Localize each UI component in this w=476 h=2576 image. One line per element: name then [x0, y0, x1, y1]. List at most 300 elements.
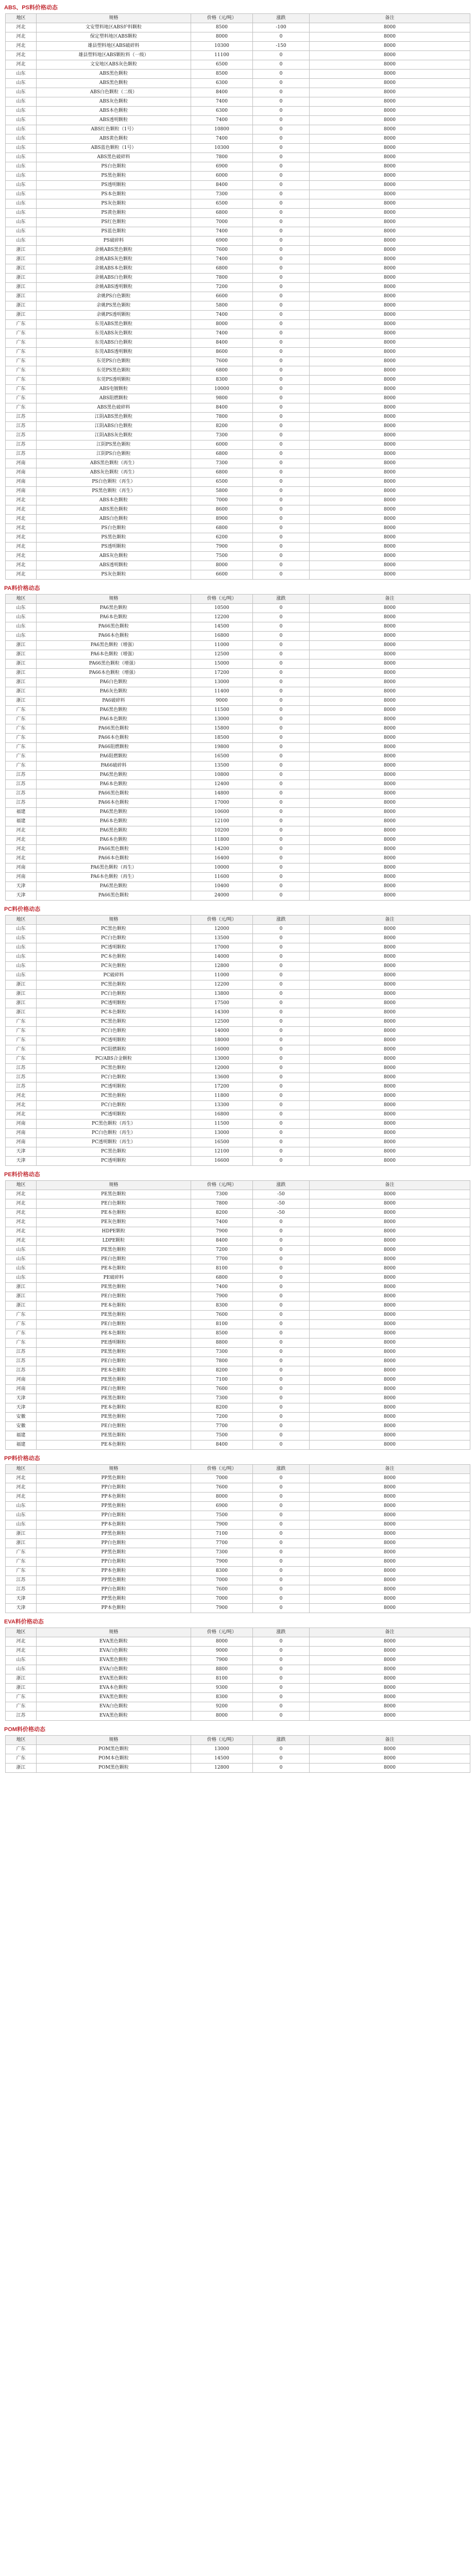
- region-cell: 山东: [6, 107, 37, 116]
- change-cell: 0: [253, 1064, 310, 1073]
- column-header: 地区: [6, 595, 37, 604]
- change-cell: 0: [253, 1129, 310, 1138]
- product-cell: PA66本色颗粒: [37, 632, 191, 641]
- table-row: [6, 1064, 470, 1073]
- change-cell: 0: [253, 799, 310, 808]
- change-cell: 0: [253, 88, 310, 97]
- note-cell: 8000: [310, 227, 470, 236]
- note-cell: 8000: [310, 1045, 470, 1055]
- region-cell: 河北: [6, 543, 37, 552]
- note-cell: 8000: [310, 780, 470, 789]
- region-cell: 山东: [6, 125, 37, 134]
- note-cell: 8000: [310, 854, 470, 863]
- price-cell: 9800: [191, 394, 253, 403]
- region-cell: 广东: [6, 743, 37, 752]
- change-cell: 0: [253, 715, 310, 724]
- note-cell: 8000: [310, 70, 470, 79]
- price-cell: 7200: [191, 283, 253, 292]
- product-cell: ABS本色颗粒: [37, 107, 191, 116]
- note-cell: 8000: [310, 1595, 470, 1604]
- product-cell: PP白色颗粒: [37, 1585, 191, 1595]
- note-cell: 8000: [310, 1264, 470, 1274]
- product-cell: PA6破碎料: [37, 697, 191, 706]
- region-cell: 山东: [6, 218, 37, 227]
- change-cell: 0: [253, 1585, 310, 1595]
- product-cell: PS黑色颗粒: [37, 172, 191, 181]
- note-cell: 8000: [310, 669, 470, 678]
- table-row: [6, 1502, 470, 1511]
- region-cell: 浙江: [6, 999, 37, 1008]
- change-cell: 0: [253, 780, 310, 789]
- region-cell: 天津: [6, 1157, 37, 1166]
- table-row: [6, 134, 470, 144]
- note-cell: 8000: [310, 1301, 470, 1311]
- price-cell: 8800: [191, 1665, 253, 1674]
- table-row: [6, 153, 470, 162]
- region-cell: 河北: [6, 1218, 37, 1227]
- table-row: [6, 1711, 470, 1721]
- note-cell: 8000: [310, 311, 470, 320]
- note-cell: 8000: [310, 1745, 470, 1754]
- product-cell: PP白色颗粒: [37, 1557, 191, 1567]
- price-cell: 11100: [191, 51, 253, 60]
- price-cell: 8600: [191, 348, 253, 357]
- price-cell: 11000: [191, 971, 253, 980]
- note-cell: 8000: [310, 1702, 470, 1711]
- product-cell: EVA白色颗粒: [37, 1647, 191, 1656]
- product-cell: PC白色颗粒: [37, 990, 191, 999]
- price-cell: 6800: [191, 366, 253, 376]
- product-cell: PC黑色颗粒（再生）: [37, 1120, 191, 1129]
- change-cell: 0: [253, 1018, 310, 1027]
- change-cell: 0: [253, 1236, 310, 1246]
- change-cell: -50: [253, 1209, 310, 1218]
- change-cell: 0: [253, 134, 310, 144]
- price-cell: 7400: [191, 227, 253, 236]
- note-cell: 8000: [310, 301, 470, 311]
- product-cell: PA6黑色颗粒（增强）: [37, 641, 191, 650]
- price-cell: 7700: [191, 1539, 253, 1548]
- region-cell: 山东: [6, 199, 37, 209]
- table-row: [6, 116, 470, 125]
- product-cell: PA6灰色颗粒: [37, 687, 191, 697]
- product-cell: PS破碎料: [37, 236, 191, 246]
- change-cell: 0: [253, 311, 310, 320]
- product-cell: ABS灰色颗粒: [37, 552, 191, 561]
- note-cell: 8000: [310, 1218, 470, 1227]
- product-cell: PE黑色颗粒: [37, 1394, 191, 1403]
- region-cell: 河北: [6, 845, 37, 854]
- column-header: 备注: [310, 1736, 470, 1745]
- region-cell: 河北: [6, 561, 37, 570]
- change-cell: 0: [253, 1264, 310, 1274]
- change-cell: 0: [253, 622, 310, 632]
- table-row: [6, 51, 470, 60]
- change-cell: -150: [253, 42, 310, 51]
- note-cell: 8000: [310, 934, 470, 943]
- change-cell: 0: [253, 873, 310, 882]
- change-cell: 0: [253, 162, 310, 172]
- product-cell: PC黑色颗粒: [37, 980, 191, 990]
- note-cell: 8000: [310, 836, 470, 845]
- price-cell: 8200: [191, 1366, 253, 1376]
- change-cell: 0: [253, 771, 310, 780]
- table-row: [6, 1376, 470, 1385]
- table-row: [6, 450, 470, 459]
- region-cell: 河南: [6, 1376, 37, 1385]
- price-cell: 11800: [191, 836, 253, 845]
- note-cell: 8000: [310, 1385, 470, 1394]
- region-cell: 河北: [6, 1483, 37, 1493]
- price-cell: 7600: [191, 1311, 253, 1320]
- price-cell: 7900: [191, 1656, 253, 1665]
- region-cell: 广东: [6, 1567, 37, 1576]
- product-cell: PE本色颗粒: [37, 1301, 191, 1311]
- change-cell: 0: [253, 1311, 310, 1320]
- product-cell: ABS灰色颗粒: [37, 97, 191, 107]
- region-cell: 山东: [6, 1264, 37, 1274]
- region-cell: 河北: [6, 1190, 37, 1199]
- change-cell: 0: [253, 1764, 310, 1773]
- note-cell: 8000: [310, 697, 470, 706]
- product-cell: PA6本色颗粒: [37, 836, 191, 845]
- note-cell: 8000: [310, 1190, 470, 1199]
- change-cell: 0: [253, 97, 310, 107]
- table-row: [6, 659, 470, 669]
- product-cell: PS灰色颗粒: [37, 570, 191, 580]
- change-cell: 0: [253, 459, 310, 468]
- region-cell: 山东: [6, 172, 37, 181]
- price-cell: 8600: [191, 505, 253, 515]
- table-row: [6, 32, 470, 42]
- change-cell: 0: [253, 1092, 310, 1101]
- region-cell: 河北: [6, 1236, 37, 1246]
- change-cell: 0: [253, 650, 310, 659]
- price-cell: 18000: [191, 1036, 253, 1045]
- table-row: [6, 385, 470, 394]
- note-cell: 8000: [310, 990, 470, 999]
- region-cell: 广东: [6, 357, 37, 366]
- region-cell: 山东: [6, 88, 37, 97]
- change-cell: 0: [253, 1576, 310, 1585]
- table-row: [6, 1092, 470, 1101]
- note-cell: 8000: [310, 1209, 470, 1218]
- change-cell: 0: [253, 515, 310, 524]
- table-row: [6, 1702, 470, 1711]
- product-cell: PC透明颗粒（再生）: [37, 1138, 191, 1147]
- price-cell: 8400: [191, 403, 253, 413]
- section-title: POM料价格动态: [4, 1726, 46, 1733]
- product-cell: 东莞ABS灰色颗粒: [37, 329, 191, 338]
- note-cell: 8000: [310, 422, 470, 431]
- price-cell: 6600: [191, 570, 253, 580]
- price-table: [5, 1464, 470, 1613]
- table-row: [6, 125, 470, 134]
- region-cell: 河南: [6, 863, 37, 873]
- change-cell: 0: [253, 1493, 310, 1502]
- region-cell: 河北: [6, 1493, 37, 1502]
- note-cell: 8000: [310, 734, 470, 743]
- change-cell: 0: [253, 1283, 310, 1292]
- product-cell: ABS阻燃颗粒: [37, 394, 191, 403]
- change-cell: 0: [253, 854, 310, 863]
- change-cell: 0: [253, 1348, 310, 1357]
- note-cell: 8000: [310, 1357, 470, 1366]
- table-row: [6, 255, 470, 264]
- table-row: [6, 366, 470, 376]
- product-cell: PS黑色颗粒（再生）: [37, 487, 191, 496]
- change-cell: 0: [253, 891, 310, 901]
- price-cell: 8400: [191, 1236, 253, 1246]
- price-cell: 17200: [191, 669, 253, 678]
- price-cell: 7600: [191, 1385, 253, 1394]
- region-cell: 广东: [6, 385, 37, 394]
- region-cell: 山东: [6, 971, 37, 980]
- region-cell: 山东: [6, 190, 37, 199]
- price-cell: 6800: [191, 209, 253, 218]
- change-cell: 0: [253, 357, 310, 366]
- table-row: [6, 311, 470, 320]
- table-header-row: [6, 1736, 470, 1745]
- note-cell: 8000: [310, 650, 470, 659]
- price-cell: 8400: [191, 88, 253, 97]
- region-cell: 山东: [6, 613, 37, 622]
- price-cell: 8400: [191, 181, 253, 190]
- product-cell: PP黑色颗粒: [37, 1530, 191, 1539]
- product-cell: ABS白色颗粒: [37, 515, 191, 524]
- price-cell: 8100: [191, 1264, 253, 1274]
- product-cell: PE本色颗粒: [37, 1329, 191, 1338]
- column-header: 备注: [310, 916, 470, 925]
- change-cell: 0: [253, 561, 310, 570]
- region-cell: 浙江: [6, 283, 37, 292]
- price-cell: 18500: [191, 734, 253, 743]
- region-cell: 山东: [6, 604, 37, 613]
- product-cell: PE黑色颗粒: [37, 1376, 191, 1385]
- product-cell: 东莞PS透明颗粒: [37, 376, 191, 385]
- change-cell: 0: [253, 1082, 310, 1092]
- price-cell: 6000: [191, 440, 253, 450]
- note-cell: 8000: [310, 1557, 470, 1567]
- change-cell: 0: [253, 1431, 310, 1440]
- region-cell: 广东: [6, 752, 37, 761]
- product-cell: PA66本色颗粒: [37, 734, 191, 743]
- region-cell: 山东: [6, 209, 37, 218]
- region-cell: 江苏: [6, 1585, 37, 1595]
- change-cell: 0: [253, 882, 310, 891]
- note-cell: 8000: [310, 459, 470, 468]
- product-cell: PC透明颗粒: [37, 1082, 191, 1092]
- column-header: 备注: [310, 1465, 470, 1474]
- price-cell: 7400: [191, 1283, 253, 1292]
- section-title: PA料价格动态: [4, 585, 40, 591]
- table-header-row: [6, 916, 470, 925]
- region-cell: 浙江: [6, 1764, 37, 1773]
- change-cell: 0: [253, 51, 310, 60]
- price-cell: 15800: [191, 724, 253, 734]
- price-cell: 14800: [191, 789, 253, 799]
- table-row: [6, 1693, 470, 1702]
- change-cell: -50: [253, 1199, 310, 1209]
- product-cell: PP黑色颗粒: [37, 1502, 191, 1511]
- change-cell: -100: [253, 23, 310, 32]
- change-cell: 0: [253, 1246, 310, 1255]
- table-row: [6, 505, 470, 515]
- change-cell: 0: [253, 953, 310, 962]
- column-header: 规格: [37, 595, 191, 604]
- region-cell: 河南: [6, 468, 37, 478]
- region-cell: 河北: [6, 826, 37, 836]
- product-cell: 雄县塑料地区ABS破碎料: [37, 42, 191, 51]
- table-row: [6, 1036, 470, 1045]
- table-row: [6, 1754, 470, 1764]
- price-cell: 7300: [191, 1190, 253, 1199]
- change-cell: 0: [253, 543, 310, 552]
- product-cell: PE本色颗粒: [37, 1264, 191, 1274]
- note-cell: 8000: [310, 1754, 470, 1764]
- note-cell: 8000: [310, 1292, 470, 1301]
- note-cell: 8000: [310, 1147, 470, 1157]
- price-cell: 14000: [191, 953, 253, 962]
- region-cell: 浙江: [6, 1292, 37, 1301]
- price-cell: 6500: [191, 478, 253, 487]
- table-row: [6, 459, 470, 468]
- table-row: [6, 1199, 470, 1209]
- product-cell: PE白色颗粒: [37, 1320, 191, 1329]
- region-cell: 浙江: [6, 990, 37, 999]
- region-cell: 天津: [6, 891, 37, 901]
- region-cell: 广东: [6, 734, 37, 743]
- change-cell: 0: [253, 209, 310, 218]
- column-header: 价格（元/吨）: [191, 916, 253, 925]
- change-cell: 0: [253, 613, 310, 622]
- product-cell: PE本色颗粒: [37, 1366, 191, 1376]
- price-cell: 6600: [191, 292, 253, 301]
- note-cell: 8000: [310, 533, 470, 543]
- product-cell: POM黑色颗粒: [37, 1764, 191, 1773]
- price-cell: 19800: [191, 743, 253, 752]
- change-cell: 0: [253, 422, 310, 431]
- product-cell: ABS白色颗粒（二级）: [37, 88, 191, 97]
- note-cell: 8000: [310, 97, 470, 107]
- price-table: [5, 1628, 470, 1721]
- region-cell: 广东: [6, 724, 37, 734]
- note-cell: 8000: [310, 1101, 470, 1110]
- note-cell: 8000: [310, 622, 470, 632]
- price-cell: 6500: [191, 199, 253, 209]
- product-cell: PC破碎料: [37, 971, 191, 980]
- price-cell: 7400: [191, 116, 253, 125]
- note-cell: 8000: [310, 1431, 470, 1440]
- region-cell: 江苏: [6, 450, 37, 459]
- table-row: [6, 181, 470, 190]
- note-cell: 8000: [310, 1138, 470, 1147]
- change-cell: 0: [253, 1218, 310, 1227]
- note-cell: 8000: [310, 385, 470, 394]
- region-cell: 河北: [6, 570, 37, 580]
- price-cell: 7200: [191, 1413, 253, 1422]
- price-cell: 6800: [191, 450, 253, 459]
- change-cell: 0: [253, 431, 310, 440]
- product-cell: PA6黑色颗粒: [37, 706, 191, 715]
- change-cell: 0: [253, 1027, 310, 1036]
- region-cell: 山东: [6, 236, 37, 246]
- price-cell: 7900: [191, 1227, 253, 1236]
- note-cell: 8000: [310, 641, 470, 650]
- product-cell: ABS黑色颗粒（再生）: [37, 459, 191, 468]
- product-cell: PE黑色颗粒: [37, 1311, 191, 1320]
- region-cell: 广东: [6, 1027, 37, 1036]
- note-cell: 8000: [310, 1604, 470, 1613]
- change-cell: 0: [253, 144, 310, 153]
- product-cell: PA66本色颗粒: [37, 854, 191, 863]
- change-cell: 0: [253, 836, 310, 845]
- note-cell: 8000: [310, 604, 470, 613]
- change-cell: 0: [253, 1301, 310, 1311]
- product-cell: PP黑色颗粒: [37, 1548, 191, 1557]
- table-row: [6, 1656, 470, 1665]
- price-cell: 9000: [191, 1647, 253, 1656]
- product-cell: PE黑色颗粒: [37, 1413, 191, 1422]
- price-cell: 13600: [191, 1073, 253, 1082]
- change-cell: 0: [253, 1637, 310, 1647]
- note-cell: 8000: [310, 789, 470, 799]
- note-cell: 8000: [310, 1274, 470, 1283]
- note-cell: 8000: [310, 724, 470, 734]
- note-cell: 8000: [310, 1110, 470, 1120]
- region-cell: 山东: [6, 1520, 37, 1530]
- table-row: [6, 1283, 470, 1292]
- product-cell: PA66黑色颗粒: [37, 845, 191, 854]
- note-cell: 8000: [310, 799, 470, 808]
- product-cell: EVA黑色颗粒: [37, 1711, 191, 1721]
- region-cell: 广东: [6, 1745, 37, 1754]
- product-cell: 江阴ABS黑色颗粒: [37, 413, 191, 422]
- change-cell: 0: [253, 283, 310, 292]
- region-cell: 河北: [6, 1637, 37, 1647]
- change-cell: 0: [253, 487, 310, 496]
- table-row: [6, 1110, 470, 1120]
- change-cell: 0: [253, 338, 310, 348]
- note-cell: 8000: [310, 659, 470, 669]
- note-cell: 8000: [310, 88, 470, 97]
- change-cell: 0: [253, 1665, 310, 1674]
- price-cell: 6000: [191, 172, 253, 181]
- price-cell: 11600: [191, 873, 253, 882]
- region-cell: 广东: [6, 1045, 37, 1055]
- table-row: [6, 934, 470, 943]
- change-cell: 0: [253, 440, 310, 450]
- table-header-row: [6, 14, 470, 23]
- table-row: [6, 1567, 470, 1576]
- table-row: [6, 274, 470, 283]
- change-cell: 0: [253, 385, 310, 394]
- price-cell: 7600: [191, 1585, 253, 1595]
- table-row: [6, 515, 470, 524]
- note-cell: 8000: [310, 1764, 470, 1773]
- product-cell: ABS透明颗粒: [37, 116, 191, 125]
- change-cell: 0: [253, 1394, 310, 1403]
- product-cell: PE白色颗粒: [37, 1385, 191, 1394]
- price-cell: 10800: [191, 125, 253, 134]
- price-cell: 12200: [191, 980, 253, 990]
- region-cell: 江苏: [6, 1064, 37, 1073]
- product-cell: PA6本色颗粒: [37, 715, 191, 724]
- price-cell: 7300: [191, 1394, 253, 1403]
- product-cell: PA6本色颗粒（再生）: [37, 873, 191, 882]
- change-cell: 0: [253, 1329, 310, 1338]
- table-row: [6, 1274, 470, 1283]
